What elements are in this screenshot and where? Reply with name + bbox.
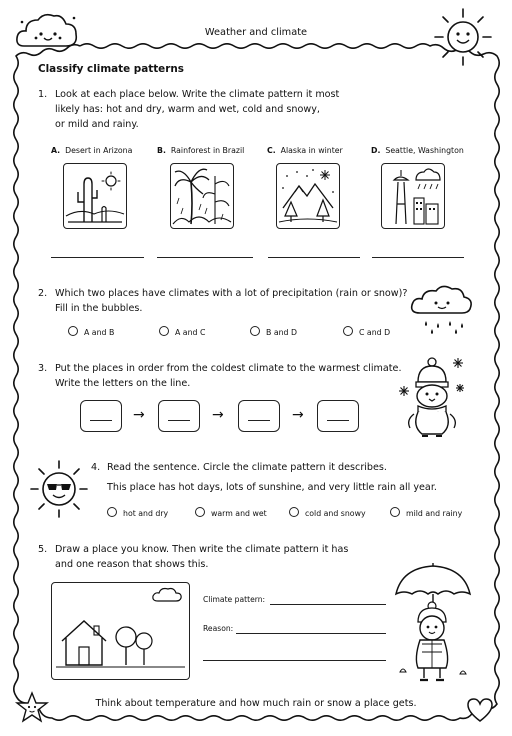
answer-line-b[interactable]	[157, 257, 253, 258]
alaska-picture	[276, 163, 340, 229]
arrow-right-icon: →	[292, 407, 304, 423]
place-c-label: C. Alaska in winter	[267, 146, 343, 155]
answer-line-c[interactable]	[268, 257, 360, 258]
radio-bubble[interactable]	[390, 507, 400, 517]
radio-bubble[interactable]	[159, 326, 169, 336]
rain-cloud-icon	[408, 281, 476, 337]
order-box-2[interactable]	[158, 400, 200, 432]
snowy-mountain-icon	[277, 164, 339, 228]
answer-line-a[interactable]	[51, 257, 144, 258]
q4-option-2[interactable]: warm and wet	[195, 507, 267, 518]
order-blank	[248, 420, 270, 421]
order-box-1[interactable]	[80, 400, 122, 432]
q5-number: 5.	[38, 544, 48, 555]
heart-icon	[465, 696, 495, 724]
cactus-icon	[64, 164, 126, 228]
q2-option-2[interactable]: A and C	[159, 326, 205, 337]
rainforest-picture	[170, 163, 234, 229]
place-b-label: B. Rainforest in Brazil	[157, 146, 245, 155]
order-blank	[168, 420, 190, 421]
radio-bubble[interactable]	[289, 507, 299, 517]
order-box-4[interactable]	[317, 400, 359, 432]
q2-number: 2.	[38, 288, 48, 299]
penguin-in-winter-hat-icon	[394, 354, 470, 440]
sun-with-sunglasses-icon	[28, 458, 90, 520]
order-blank	[90, 420, 112, 421]
order-blank	[327, 420, 349, 421]
desert-picture	[63, 163, 127, 229]
page-title: Weather and climate	[204, 27, 308, 38]
place-d-label: D. Seattle, Washington	[371, 146, 464, 155]
climate-pattern-answer-line[interactable]	[270, 604, 386, 605]
arrow-right-icon: →	[212, 407, 224, 423]
palm-tree-icon	[171, 164, 233, 228]
q5-text-line1: Draw a place you know. Then write the climate pattern it has	[55, 544, 349, 555]
drawing-box[interactable]	[51, 582, 190, 680]
q2-text-line2: Fill in the bubbles.	[55, 303, 143, 314]
radio-bubble[interactable]	[68, 326, 78, 336]
reason-label: Reason:	[203, 624, 234, 633]
smiling-sun-icon	[432, 6, 494, 68]
radio-bubble[interactable]	[250, 326, 260, 336]
order-box-3[interactable]	[238, 400, 280, 432]
q2-option-4[interactable]: C and D	[343, 326, 390, 337]
q3-text-line1: Put the places in order from the coldest climate to the warmest climate.	[55, 363, 402, 374]
seattle-picture	[381, 163, 445, 229]
radio-bubble[interactable]	[343, 326, 353, 336]
q4-text-line2: This place has hot days, lots of sunshine, and very little rain all year.	[107, 482, 437, 493]
house-and-trees-icon	[52, 583, 189, 679]
q1-text-line2: likely has: hot and dry, warm and wet, cold and snowy,	[55, 104, 320, 115]
q3-text-line2: Write the letters on the line.	[55, 378, 191, 389]
place-a-label: A. Desert in Arizona	[51, 146, 133, 155]
q4-option-3[interactable]: cold and snowy	[289, 507, 366, 518]
arrow-right-icon: →	[133, 407, 145, 423]
q2-option-1[interactable]: A and B	[68, 326, 114, 337]
q1-text-line3: or mild and rainy.	[55, 119, 139, 130]
child-with-umbrella-icon	[392, 562, 474, 688]
section-title: Classify climate patterns	[38, 63, 184, 75]
q1-text-line1: Look at each place below. Write the climate pattern it most	[55, 89, 340, 100]
q4-number: 4.	[91, 462, 101, 473]
q4-option-1[interactable]: hot and dry	[107, 507, 168, 518]
q5-text-line2: and one reason that shows this.	[55, 559, 209, 570]
reason-answer-line-2[interactable]	[203, 660, 386, 661]
answer-line-d[interactable]	[372, 257, 464, 258]
q1-number: 1.	[38, 89, 48, 100]
footer-tip: Think about temperature and how much rain or snow a place gets.	[95, 698, 417, 709]
q4-text-line1: Read the sentence. Circle the climate pattern it describes.	[107, 462, 387, 473]
q4-option-4[interactable]: mild and rainy	[390, 507, 462, 518]
reason-answer-line-1[interactable]	[236, 633, 386, 634]
q2-text-line1: Which two places have climates with a lot of precipitation (rain or snow)?	[55, 288, 408, 299]
radio-bubble[interactable]	[195, 507, 205, 517]
space-needle-icon	[382, 164, 444, 228]
q3-number: 3.	[38, 363, 48, 374]
climate-pattern-label: Climate pattern:	[203, 595, 266, 604]
radio-bubble[interactable]	[107, 507, 117, 517]
q2-option-3[interactable]: B and D	[250, 326, 297, 337]
